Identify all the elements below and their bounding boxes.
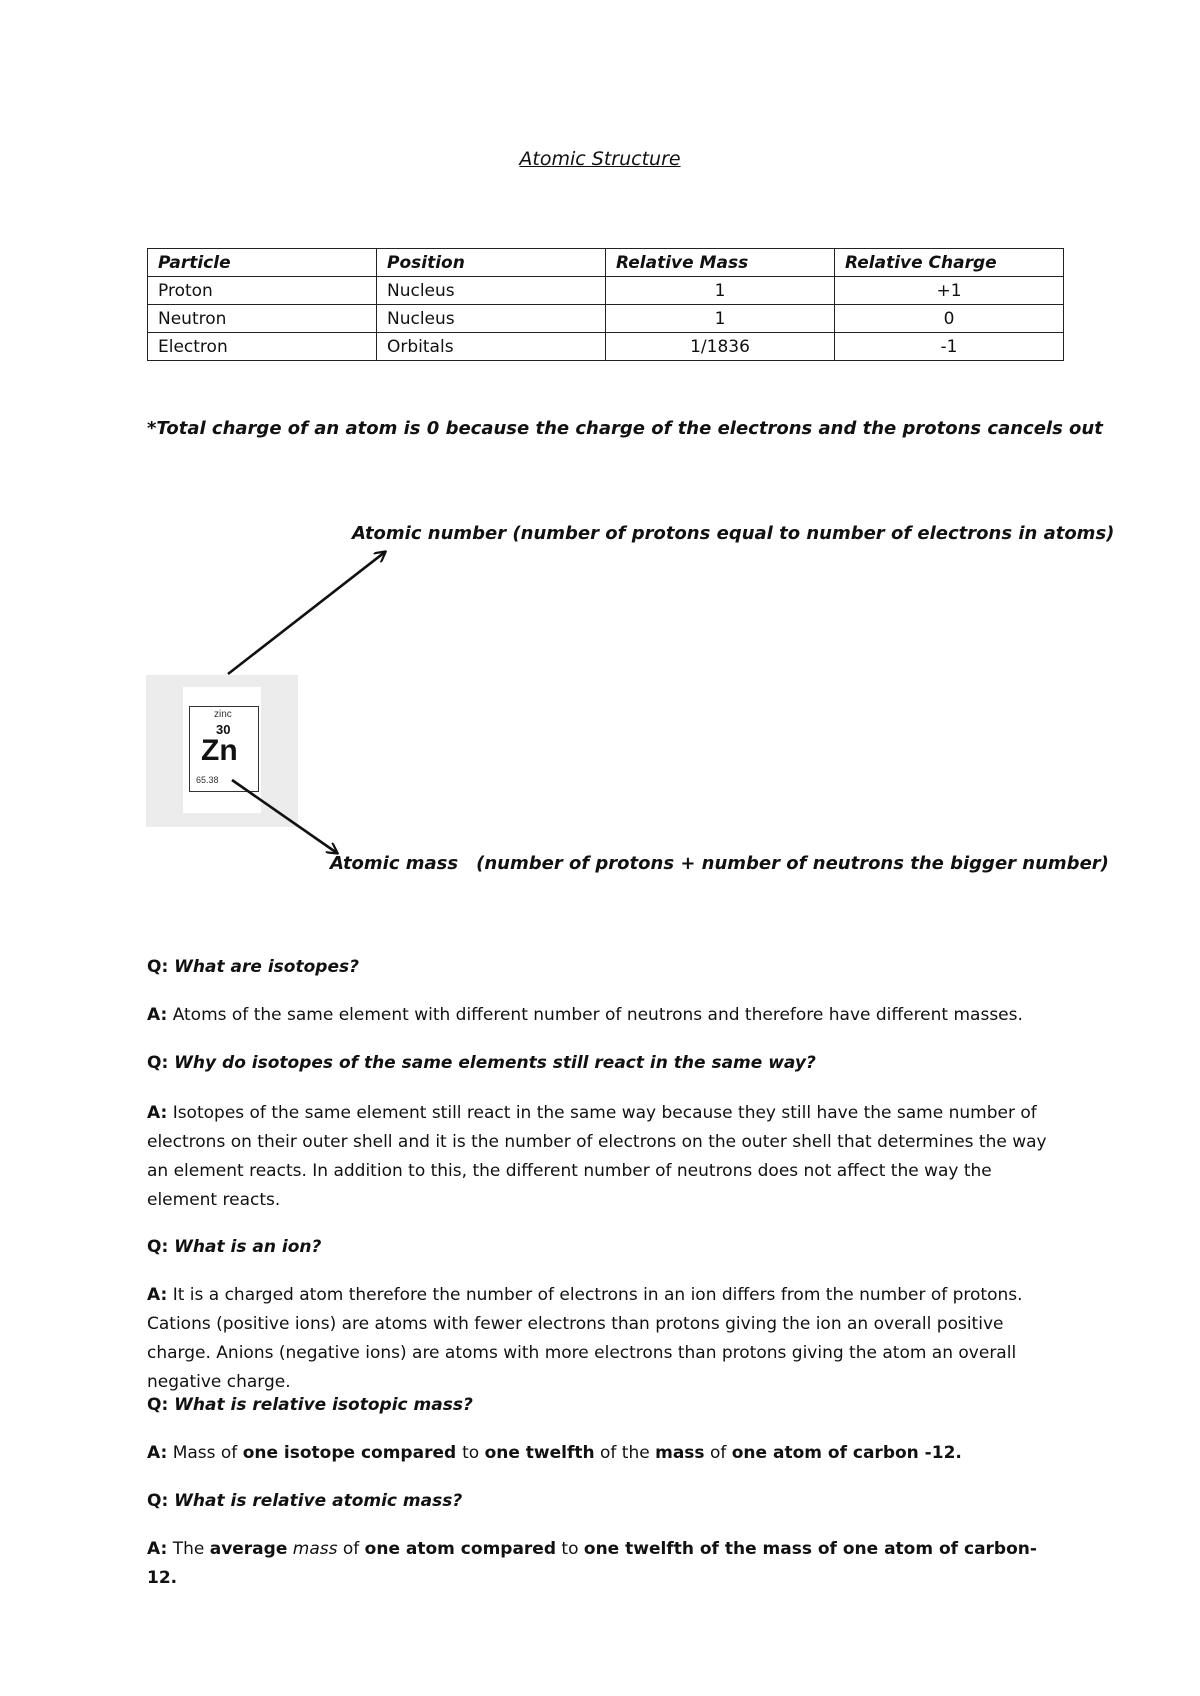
q-prefix: Q:	[147, 1053, 169, 1073]
q-prefix: Q:	[147, 1237, 169, 1257]
table-header: Position	[377, 249, 606, 277]
question	[147, 1487, 1067, 1516]
answer-part-bold: one twelfth	[484, 1443, 595, 1463]
atomic-mass-description: (number of protons + number of neutrons the bigger number)	[476, 853, 1109, 874]
arrow-to-atomic-mass	[232, 780, 337, 853]
answer	[147, 1001, 1067, 1030]
element-atomic-number: 30	[216, 722, 231, 737]
question-text: What is relative atomic mass?	[174, 1491, 463, 1511]
question-text: What is an ion?	[174, 1237, 322, 1257]
q-prefix: Q:	[147, 957, 169, 977]
answer-part-bold: compared	[355, 1443, 463, 1463]
answer-part-bold: one atom compared	[364, 1539, 557, 1559]
question-text: Why do isotopes of the same elements still react in the same way?	[174, 1053, 816, 1073]
table-cell: +1	[835, 277, 1064, 305]
a-prefix: A:	[147, 1443, 168, 1463]
question	[147, 953, 1067, 982]
answer	[147, 1535, 1067, 1593]
answer-part: of	[704, 1443, 732, 1463]
answer-part: of the	[594, 1443, 656, 1463]
table-cell: 1	[606, 277, 835, 305]
table-cell: Electron	[148, 333, 377, 361]
table-cell: Proton	[148, 277, 377, 305]
q-prefix: Q:	[147, 1491, 169, 1511]
element-atomic-mass: 65.38	[196, 775, 219, 785]
table-cell: 1	[606, 305, 835, 333]
element-name: zinc	[214, 709, 232, 720]
atomic-number-label: Atomic number (number of protons equal to number of electrons in atoms)	[352, 523, 1115, 544]
table-cell: 1/1836	[606, 333, 835, 361]
answer-text: Isotopes of the same element still react in the same way because they still have the same number of electrons on their outer shell and it is the number of electrons on the outer shell that determines the way an element reacts. In addition to this, the different number of neutrons does not affect the way the element reacts.	[147, 1103, 1047, 1210]
answer-text: It is a charged atom therefore the number of electrons in an ion differs from the number of protons. Cations (positive ions) are atoms with fewer electrons than protons giving the ion an overall positive charge. Anions (negative ions) are atoms with more electrons than protons giving the atom an overall negative charge.	[147, 1285, 1023, 1392]
question	[147, 1049, 1067, 1078]
q-prefix: Q:	[147, 1395, 169, 1415]
answer	[147, 1439, 1067, 1468]
atomic-mass-label	[330, 853, 1109, 874]
table-header: Relative Mass	[606, 249, 835, 277]
question-text: What are isotopes?	[174, 957, 359, 977]
question	[147, 1391, 1067, 1420]
table-header: Particle	[148, 249, 377, 277]
table-cell: Nucleus	[377, 305, 606, 333]
answer-text: Atoms of the same element with different number of neutrons and therefore have different masses.	[172, 1005, 1023, 1025]
answer-part: of	[337, 1539, 365, 1559]
total-charge-note: *Total charge of an atom is 0 because the charge of the electrons and the protons cancels out	[147, 418, 1103, 439]
table-cell: -1	[835, 333, 1064, 361]
answer	[147, 1281, 1067, 1397]
answer-part-italic: mass	[292, 1539, 338, 1559]
atomic-mass-term: Atomic mass	[330, 853, 459, 874]
answer-part: to	[462, 1443, 485, 1463]
question-text: What is relative isotopic mass?	[174, 1395, 473, 1415]
table-cell: Nucleus	[377, 277, 606, 305]
table-header: Relative Charge	[835, 249, 1064, 277]
answer-part-bold: one isotope	[242, 1443, 356, 1463]
page-title: Atomic Structure	[519, 148, 681, 170]
answer-part-bold: one twelfth of the mass of one atom of carbon-12.	[147, 1539, 1037, 1588]
answer-part: Mass of	[172, 1443, 243, 1463]
a-prefix: A:	[147, 1285, 168, 1305]
table-cell: Orbitals	[377, 333, 606, 361]
arrow-to-atomic-number	[228, 552, 385, 674]
answer-part: to	[556, 1539, 584, 1559]
table-cell: 0	[835, 305, 1064, 333]
table-cell: Neutron	[148, 305, 377, 333]
element-symbol: Zn	[201, 734, 238, 767]
answer-part-bold: average	[209, 1539, 288, 1559]
answer-part: The	[172, 1539, 210, 1559]
answer-part-bold: mass	[655, 1443, 705, 1463]
answer	[147, 1099, 1067, 1215]
a-prefix: A:	[147, 1539, 168, 1559]
answer-part-bold: one atom of carbon -12.	[731, 1443, 962, 1463]
a-prefix: A:	[147, 1005, 168, 1025]
question	[147, 1233, 1067, 1262]
a-prefix: A:	[147, 1103, 168, 1123]
